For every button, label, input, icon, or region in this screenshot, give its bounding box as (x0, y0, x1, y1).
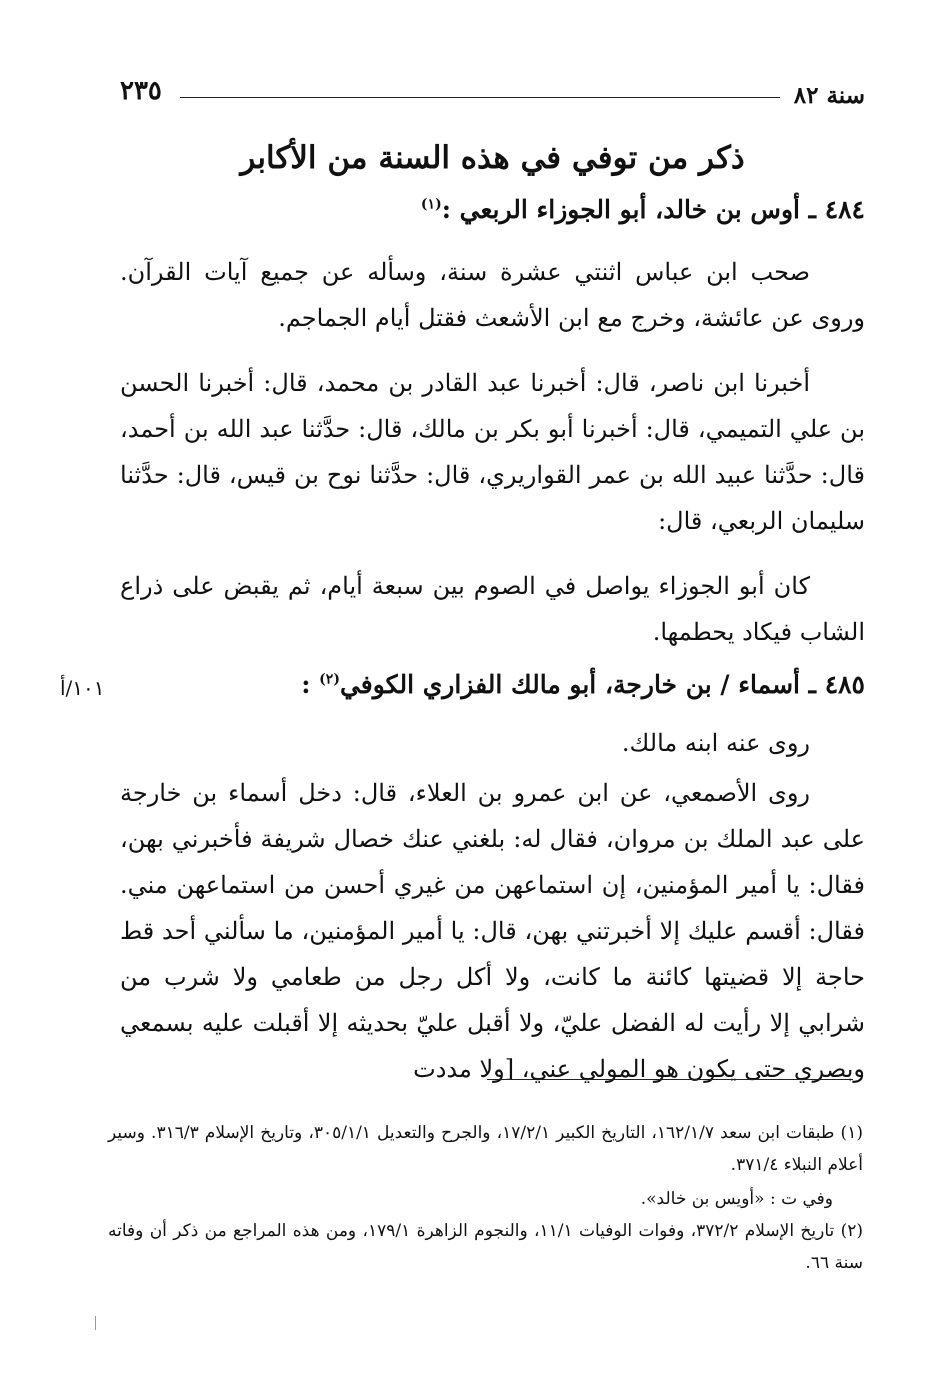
paragraph-story-485: روى الأصمعي، عن ابن عمرو بن العلاء، قال: دخل أسماء بن خارجة على عبد الملك بن مروان، فقال له: بلغني عنك خصال شريفة فأخبرني بهن، فقال: يا أمير المؤمنين، إن استماعهن من غيري أحسن من استماعهن مني. فقال: أقسم عليك إلا أخبرتني بهن، قال: يا أمير المؤمنين، ما سألني أحد قط حاجة إلا قضيتها كائنة ما كانت، ولا أكل رجل من طعامي ولا شرب من شرابي إلا رأيت له الفضل عليّ، ولا أقبل عليّ بحديثه إلا أقبلت عليه بسمعي وبصري حتى يكون هو المولي عني، [ولا مددت (120, 779, 865, 1083)
running-header (120, 76, 865, 116)
header-rule (180, 97, 780, 98)
paragraph-isnad: أخبرنا ابن ناصر، قال: أخبرنا عبد القادر بن محمد، قال: أخبرنا الحسن بن علي التميمي، قال: أخبرنا أبو بكر بن مالك، قال: حدَّثنا عبد الله بن أحمد، قال: حدَّثنا عبيد الله بن عمر القواريري، قال: حدَّثنا نوح بن قيس، قال: حدَّثنا سليمان الربعي، قال: (120, 369, 865, 535)
footnote-1: (١) طبقات ابن سعد ١٦٢/١/٧، التاريخ الكبير ١٧/٢/١، والجرح والتعديل ٣٠٥/١/١، وتاريخ الإسلام ٣١٦/٣. وسير أعلام النبلاء ٣٧١/٤. (108, 1123, 863, 1175)
footnote-separator (487, 1079, 853, 1080)
footnote-ref: (٢) (319, 671, 340, 688)
footnote-1-variant: وفي ت : «أويس بن خالد». (640, 1189, 833, 1209)
entry-heading-tail: : (301, 670, 320, 699)
footnote-2: (٢) تاريخ الإسلام ٣٧٢/٢، وفوات الوفيات ١١/١، والنجوم الزاهرة ١٧٩/١، ومن هذه المراجع من ذكر أن وفاته سنة ٦٦. (108, 1221, 863, 1273)
scan-edge-mark (95, 1316, 96, 1330)
margin-folio-note: ١٠١/أ (60, 676, 105, 700)
paragraph-bio-484: صحب ابن عباس اثنتي عشرة سنة، وسأله عن جميع آيات القرآن. وروى عن عائشة، وخرج مع ابن الأشعث فقتل أيام الجماجم. (120, 258, 865, 332)
entry-heading-text: ٤٨٤ ـ أوس بن خالد، أبو الجوزاء الربعي : (441, 195, 865, 224)
page-number: ٢٣٥ (120, 76, 162, 106)
section-title: ذكر من توفي في هذه السنة من الأكابر (240, 140, 745, 176)
footnote-ref: (١) (420, 196, 442, 213)
paragraph-narrator-485: روى عنه ابنه مالك. (621, 729, 810, 757)
entry-heading-484 (120, 195, 865, 224)
running-header-year: سنة ٨٢ (793, 82, 865, 109)
paragraph-narration: كان أبو الجوزاء يواصل في الصوم بين سبعة أيام، ثم يقبض على ذراع الشاب فيكاد يحطمها. (120, 572, 865, 646)
entry-heading-485 (120, 670, 865, 699)
entry-heading-text: ٤٨٥ ـ أسماء / بن خارجة، أبو مالك الفزاري الكوفي (339, 670, 865, 699)
